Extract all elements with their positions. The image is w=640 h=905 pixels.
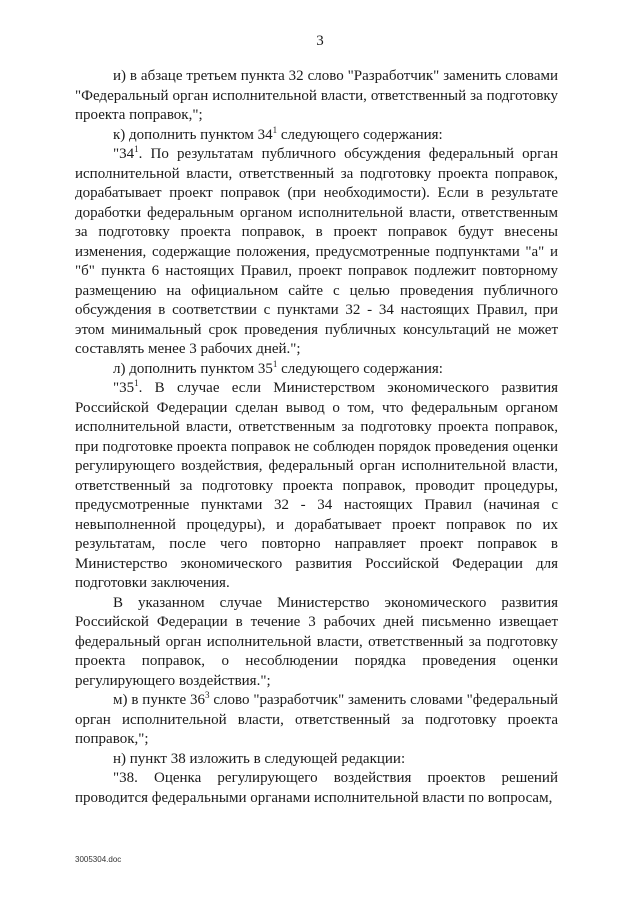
paragraph-l: л) дополнить пунктом $35^1$ следующего содержания: [113,358,443,377]
paragraph-35-1: "$35^1$. В случае если Министерством экономического развития Российской Федерации сделан вывод о том, что федеральным органом исполнительной власти, ответственным за подготовку проекта поправок, при подготовке проекта поправок не соблюден порядок проведения оценки регулирующего воздействия, федеральный орган исполнительной власти, ответственный за подготовку проекта поправок, проводит процедуры, предусмотренные пунктами 32 - 34 настоящих Правил (начиная с невыполненной процедуры), и дорабатывает проект поправок по их результатам, после чего повторно направляет проект поправок в Министерство экономического развития Российской Федерации для подготовки заключения. [75,378,558,591]
paragraph-i: и) в абзаце третьем пункта 32 слово "Разработчик" заменить словами "Федеральный орган исполнительной власти, ответственный за подготовку проекта поправок,"; [75,68,558,123]
paragraph-n: н) пункт 38 изложить в следующей редакции: [113,750,406,767]
paragraph-m: м) в пункте $36^3$ слово "разработчик" заменить словами "федеральный орган исполнительной власти, ответственный за подготовку проекта поправок,"; [75,690,558,747]
document-body [75,67,558,808]
paragraph-notice: В указанном случае Министерство экономического развития Российской Федерации в течение 3 рабочих дней письменно извещает федеральный орган исполнительной власти, ответственный за подготовку проекта поправок, о несоблюдении порядка проведения оценки регулирующего воздействия."; [75,594,558,689]
paragraph-38: "38. Оценка регулирующего воздействия проектов решений проводится федеральными органами исполнительной власти по вопросам, [75,770,558,806]
page-number: 3 [316,33,324,49]
paragraph-k: к) дополнить пунктом $34^1$ следующего содержания: [113,124,443,143]
paragraph-34-1: "$34^1$. По результатам публичного обсуждения федеральный орган исполнительной власти, ответственный за подготовку проекта поправок, дорабатывает проект поправок (при необходимости). Если в результате доработки федеральным органом исполнительной власти, ответственным за подготовку проекта поправок, в проект поправок будут внесены изменения, содержащие положения, предусмотренные подпунктами "а" и "б" пункта 6 настоящих Правил, проект поправок подлежит повторному размещению на официальном сайте с целью проведения публичного обсуждения в соответствии с пунктами 32 - 34 настоящих Правил, при этом минимальный срок проведения публичных консультаций не может составлять менее 3 рабочих дней."; [75,144,558,357]
document-file-id: 3005304.doc [75,855,122,864]
